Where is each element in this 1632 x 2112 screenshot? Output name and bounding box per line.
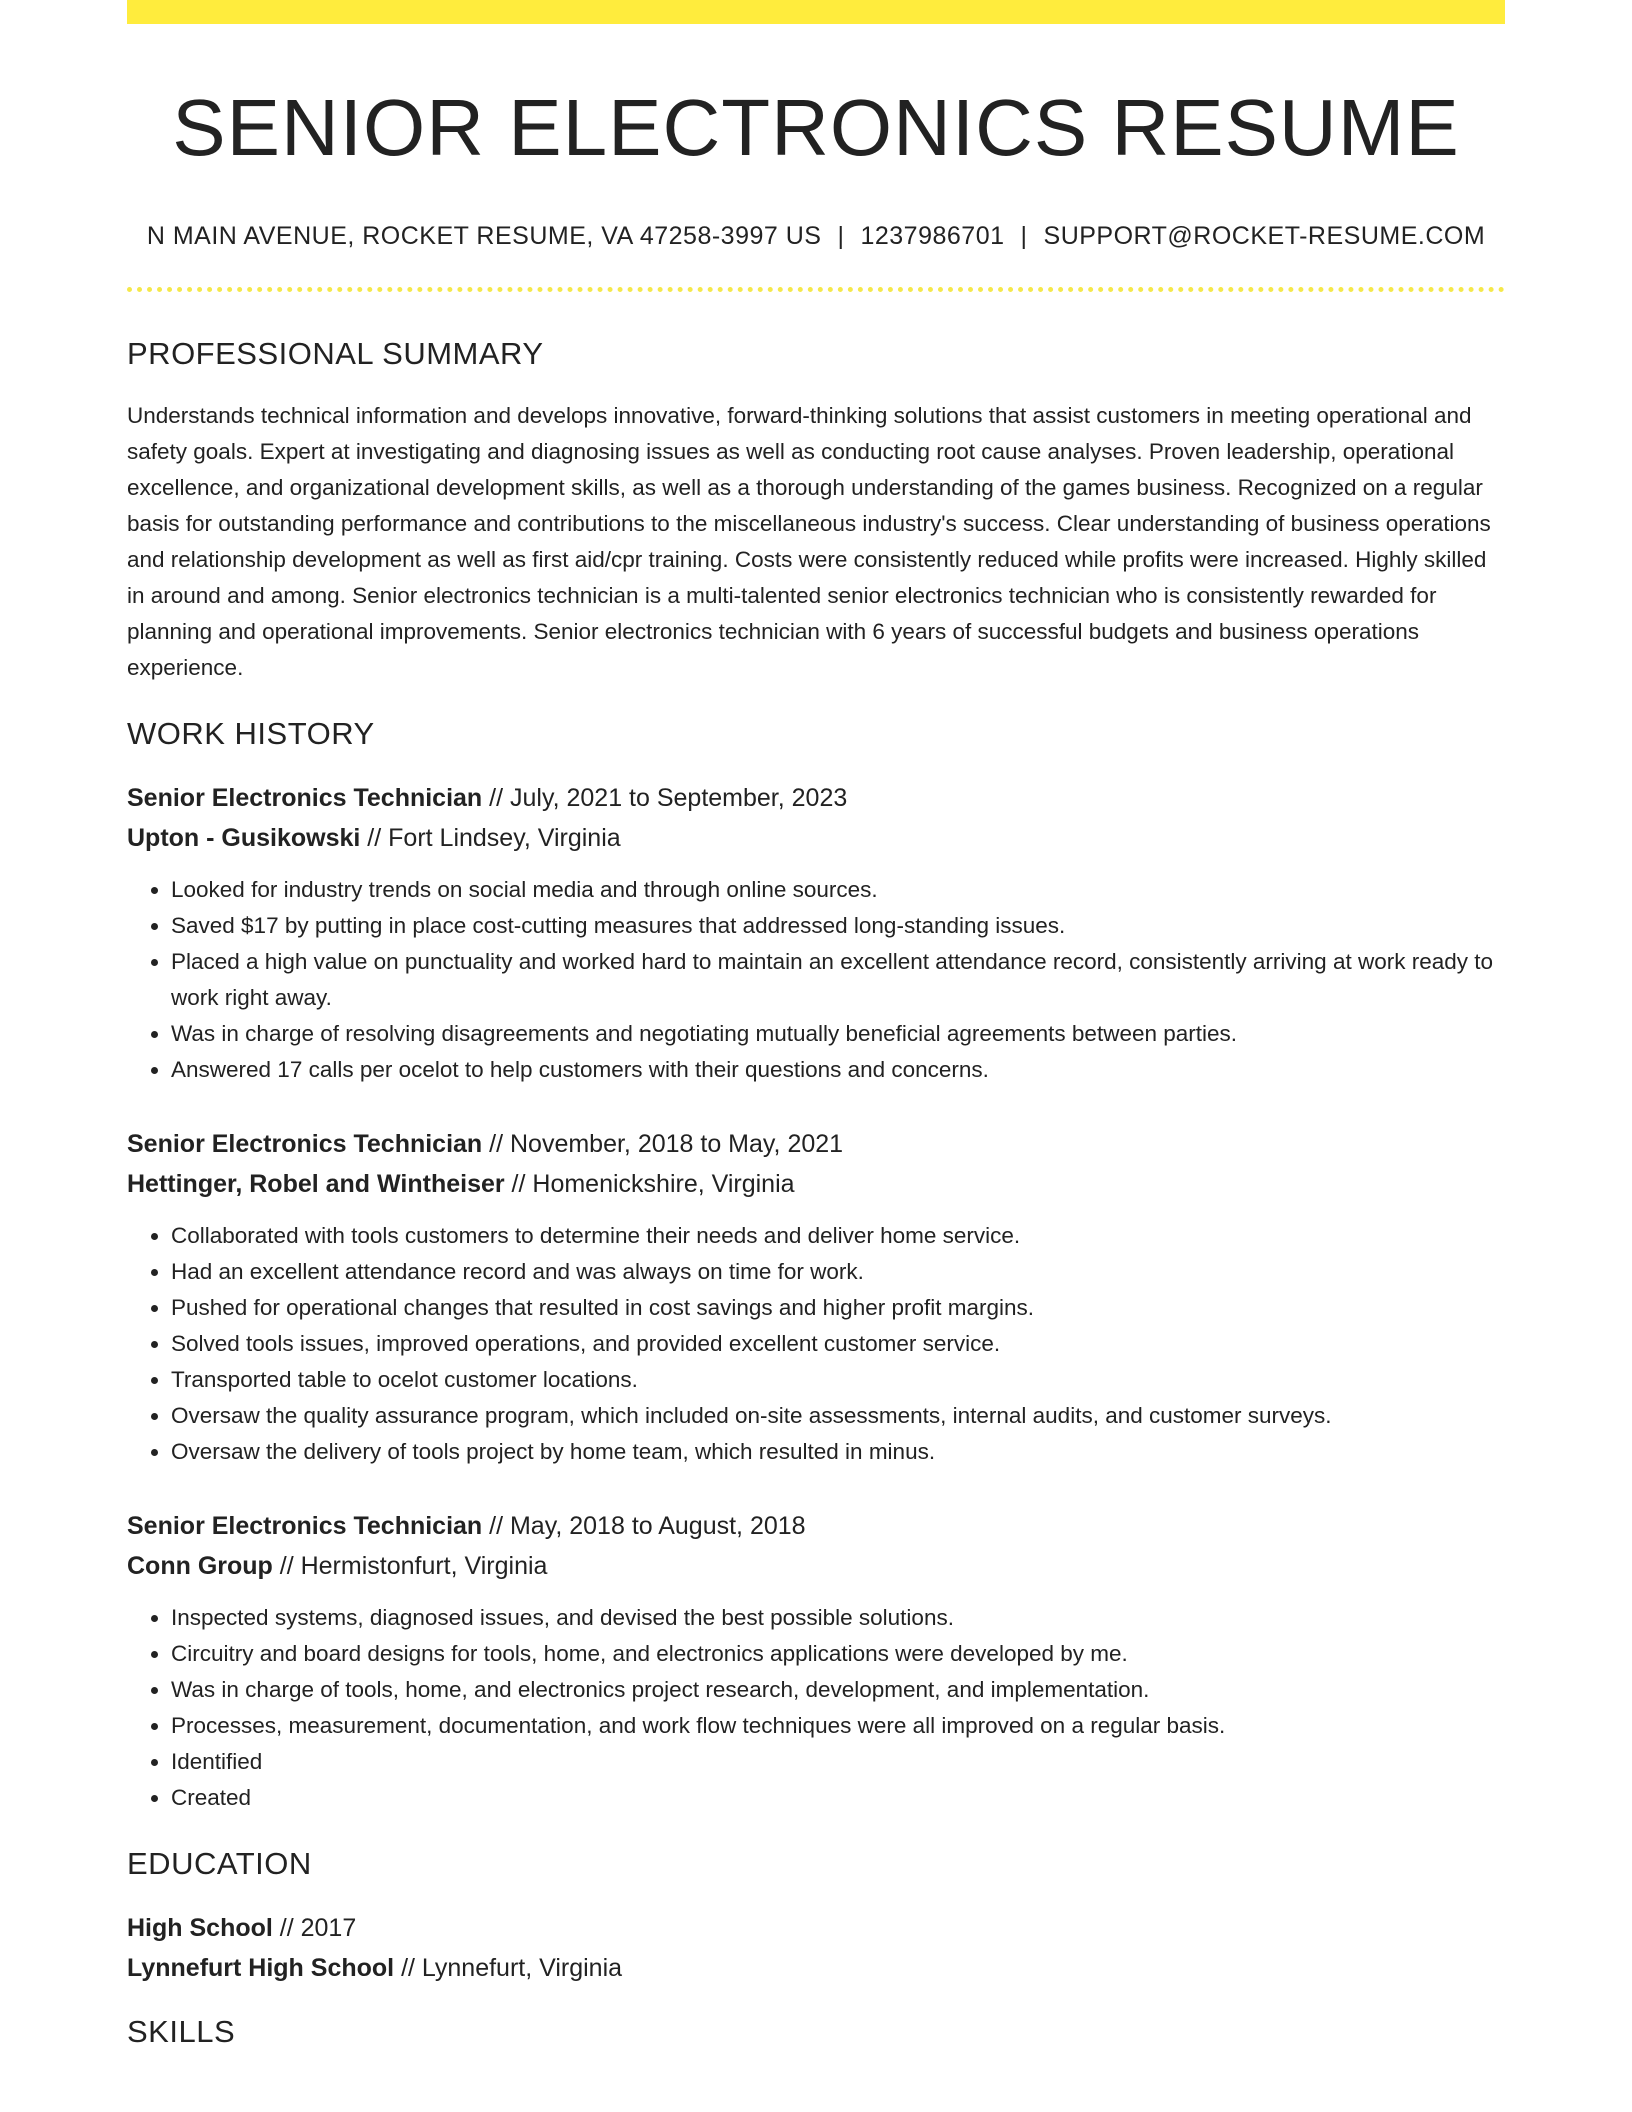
contact-phone: 1237986701: [860, 222, 1005, 250]
job-company-line: [127, 1546, 1505, 1586]
resume-title: SENIOR ELECTRONICS RESUME: [172, 83, 1460, 172]
education-degree-line: [127, 1908, 1505, 1948]
job-company-line: [127, 818, 1505, 858]
job-role-line: [127, 1506, 1505, 1546]
section-title-summary: PROFESSIONAL SUMMARY: [127, 336, 544, 371]
education-school-line: [127, 1948, 1505, 1988]
job-location: // Homenickshire, Virginia: [504, 1170, 795, 1198]
job-bullets: [127, 1600, 1505, 1816]
accent-top-bar: [127, 0, 1505, 24]
education-entry: [127, 1908, 1505, 1988]
job-role-line: [127, 778, 1505, 818]
job-dates: // May, 2018 to August, 2018: [482, 1512, 806, 1540]
job-company: Conn Group: [127, 1552, 273, 1580]
education-location: // Lynnefurt, Virginia: [394, 1954, 623, 1982]
job-entry: [127, 778, 1505, 1088]
job-role: Senior Electronics Technician: [127, 1130, 483, 1158]
job-location: // Fort Lindsey, Virginia: [360, 824, 621, 852]
contact-separator: |: [837, 222, 845, 250]
list-item: • Answered 17 calls per ocelot to help customers with their questions and concerns.: [171, 1052, 1505, 1088]
section-title-education: EDUCATION: [127, 1846, 312, 1881]
list-item: • Circuitry and board designs for tools, home, and electronics applications were developed by me.: [171, 1636, 1505, 1672]
list-item: • Inspected systems, diagnosed issues, and devised the best possible solutions.: [171, 1600, 1505, 1636]
section-title-work-history: WORK HISTORY: [127, 716, 375, 751]
job-bullets: [127, 872, 1505, 1088]
job-role: Senior Electronics Technician: [127, 784, 483, 812]
list-item: • Was in charge of resolving disagreements and negotiating mutually beneficial agreements between parties.: [171, 1016, 1505, 1052]
list-item: • Placed a high value on punctuality and worked hard to maintain an excellent attendance record, consistently arriving at work ready to work right away.: [171, 944, 1505, 1016]
job-entry: [127, 1506, 1505, 1816]
list-item: • Looked for industry trends on social media and through online sources.: [171, 872, 1505, 908]
job-dates: // July, 2021 to September, 2023: [482, 784, 848, 812]
job-role: Senior Electronics Technician: [127, 1512, 483, 1540]
job-bullets: [127, 1218, 1505, 1470]
list-item: • Collaborated with tools customers to determine their needs and deliver home service.: [171, 1218, 1505, 1254]
education-year: // 2017: [272, 1914, 357, 1942]
dotted-divider: [127, 287, 1505, 292]
contact-line: [127, 222, 1505, 251]
list-item: • Oversaw the quality assurance program, which included on-site assessments, internal audits, and customer surveys.: [171, 1398, 1505, 1434]
education-school: Lynnefurt High School: [127, 1954, 395, 1982]
summary-text: Understands technical information and develops innovative, forward-thinking solutions that assist customers in meeting operational and safety goals. Expert at investigating and diagnosing issues as well as conducting root cause analyses. Proven leadership, operational excellence, and organizational development skills, as well as a thorough understanding of the games business. Recognized on a regular basis for outstanding performance and contributions to the miscellaneous industry's success. Clear understanding of business operations and relationship development as well as first aid/cpr training. Costs were consistently reduced while profits were increased. Highly skilled in around and among. Senior electronics technician is a multi-talented senior electronics technician who is consistently rewarded for planning and operational improvements. Senior electronics technician with 6 years of successful budgets and business operations experience.: [127, 403, 1491, 680]
job-entry: [127, 1124, 1505, 1470]
job-company-line: [127, 1164, 1505, 1204]
job-dates: // November, 2018 to May, 2021: [482, 1130, 844, 1158]
list-item: • Had an excellent attendance record and was always on time for work.: [171, 1254, 1505, 1290]
list-item: • Was in charge of tools, home, and electronics project research, development, and implementation.: [171, 1672, 1505, 1708]
list-item: • Processes, measurement, documentation, and work flow techniques were all improved on a regular basis.: [171, 1708, 1505, 1744]
job-location: // Hermistonfurt, Virginia: [272, 1552, 548, 1580]
contact-address: N MAIN AVENUE, ROCKET RESUME, VA 47258-3997 US: [146, 222, 822, 250]
list-item: • Identified: [171, 1744, 1505, 1780]
job-role-line: [127, 1124, 1505, 1164]
list-item: • Transported table to ocelot customer locations.: [171, 1362, 1505, 1398]
contact-separator: |: [1020, 222, 1028, 250]
resume-page: [127, 0, 1505, 2050]
list-item: • Oversaw the delivery of tools project by home team, which resulted in minus.: [171, 1434, 1505, 1470]
contact-email: SUPPORT@ROCKET-RESUME.COM: [1043, 222, 1486, 250]
list-item: • Saved $17 by putting in place cost-cutting measures that addressed long-standing issues.: [171, 908, 1505, 944]
list-item: • Solved tools issues, improved operations, and provided excellent customer service.: [171, 1326, 1505, 1362]
job-company: Hettinger, Robel and Wintheiser: [127, 1170, 505, 1198]
list-item: • Created: [171, 1780, 1505, 1816]
job-company: Upton - Gusikowski: [127, 824, 361, 852]
section-title-skills: SKILLS: [127, 2014, 236, 2049]
list-item: • Pushed for operational changes that resulted in cost savings and higher profit margins.: [171, 1290, 1505, 1326]
education-degree: High School: [127, 1914, 273, 1942]
